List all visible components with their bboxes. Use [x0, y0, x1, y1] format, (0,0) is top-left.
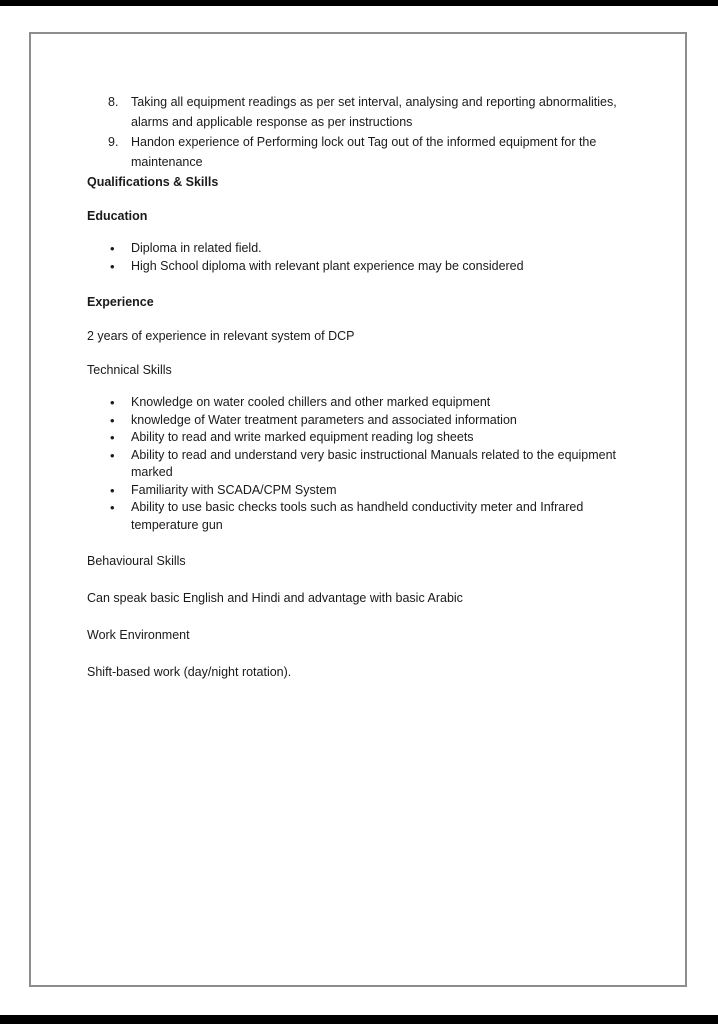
education-list — [87, 240, 647, 275]
list-item-number: 9. — [108, 135, 119, 149]
list-item — [87, 132, 647, 172]
behavioural-skills-heading: Behavioural Skills — [87, 554, 186, 568]
list-item — [87, 92, 647, 132]
page-content — [87, 92, 647, 682]
list-item — [87, 394, 647, 412]
list-item-text: Familiarity with SCADA/CPM System — [131, 482, 337, 497]
experience-heading: Experience — [87, 295, 154, 309]
bullet-icon: • — [110, 482, 115, 498]
list-item-text: knowledge of Water treatment parameters and associated information — [131, 412, 517, 427]
work-environment-text: Shift-based work (day/night rotation). — [87, 665, 292, 679]
education-heading: Education — [87, 209, 148, 223]
list-item-text: Ability to use basic checks tools such as handheld conductivity meter and Infrared temperature gun — [131, 500, 584, 532]
list-item — [87, 429, 647, 447]
qualifications-heading: Qualifications & Skills — [87, 175, 219, 189]
list-item — [87, 499, 647, 534]
experience-text: 2 years of experience in relevant system of DCP — [87, 329, 355, 343]
list-item — [87, 258, 647, 276]
list-item — [87, 412, 647, 430]
bullet-icon: • — [110, 447, 115, 463]
list-item-text: Taking all equipment readings as per set interval, analysing and reporting abnormalities, alarms and applicable response as per instructions — [131, 95, 617, 129]
behavioural-skills-text: Can speak basic English and Hindi and advantage with basic Arabic — [87, 591, 463, 605]
list-item — [87, 240, 647, 258]
bottom-black-border — [0, 1015, 718, 1024]
bullet-icon: • — [110, 430, 115, 445]
top-black-border — [0, 0, 718, 6]
list-item-number: 8. — [108, 95, 119, 109]
duties-numbered-list — [87, 92, 647, 172]
list-item — [87, 482, 647, 500]
list-item-text: Diploma in related field. — [131, 241, 262, 255]
bullet-icon: • — [110, 395, 115, 410]
work-environment-heading: Work Environment — [87, 628, 190, 642]
list-item-text: Knowledge on water cooled chillers and other marked equipment — [131, 395, 491, 409]
bullet-icon: • — [110, 258, 115, 274]
technical-skills-list — [87, 394, 647, 534]
technical-skills-heading: Technical Skills — [87, 363, 172, 377]
bullet-icon: • — [110, 412, 115, 428]
bullet-icon: • — [110, 500, 115, 515]
list-item-text: Ability to read and write marked equipment reading log sheets — [131, 430, 474, 444]
document-page — [29, 32, 687, 987]
list-item — [87, 447, 647, 482]
bullet-icon: • — [110, 241, 115, 256]
list-item-text: High School diploma with relevant plant experience may be considered — [131, 258, 524, 273]
list-item-text: Handon experience of Performing lock out Tag out of the informed equipment for the maintenance — [131, 135, 597, 169]
list-item-text: Ability to read and understand very basic instructional Manuals related to the equipment marked — [131, 447, 617, 479]
